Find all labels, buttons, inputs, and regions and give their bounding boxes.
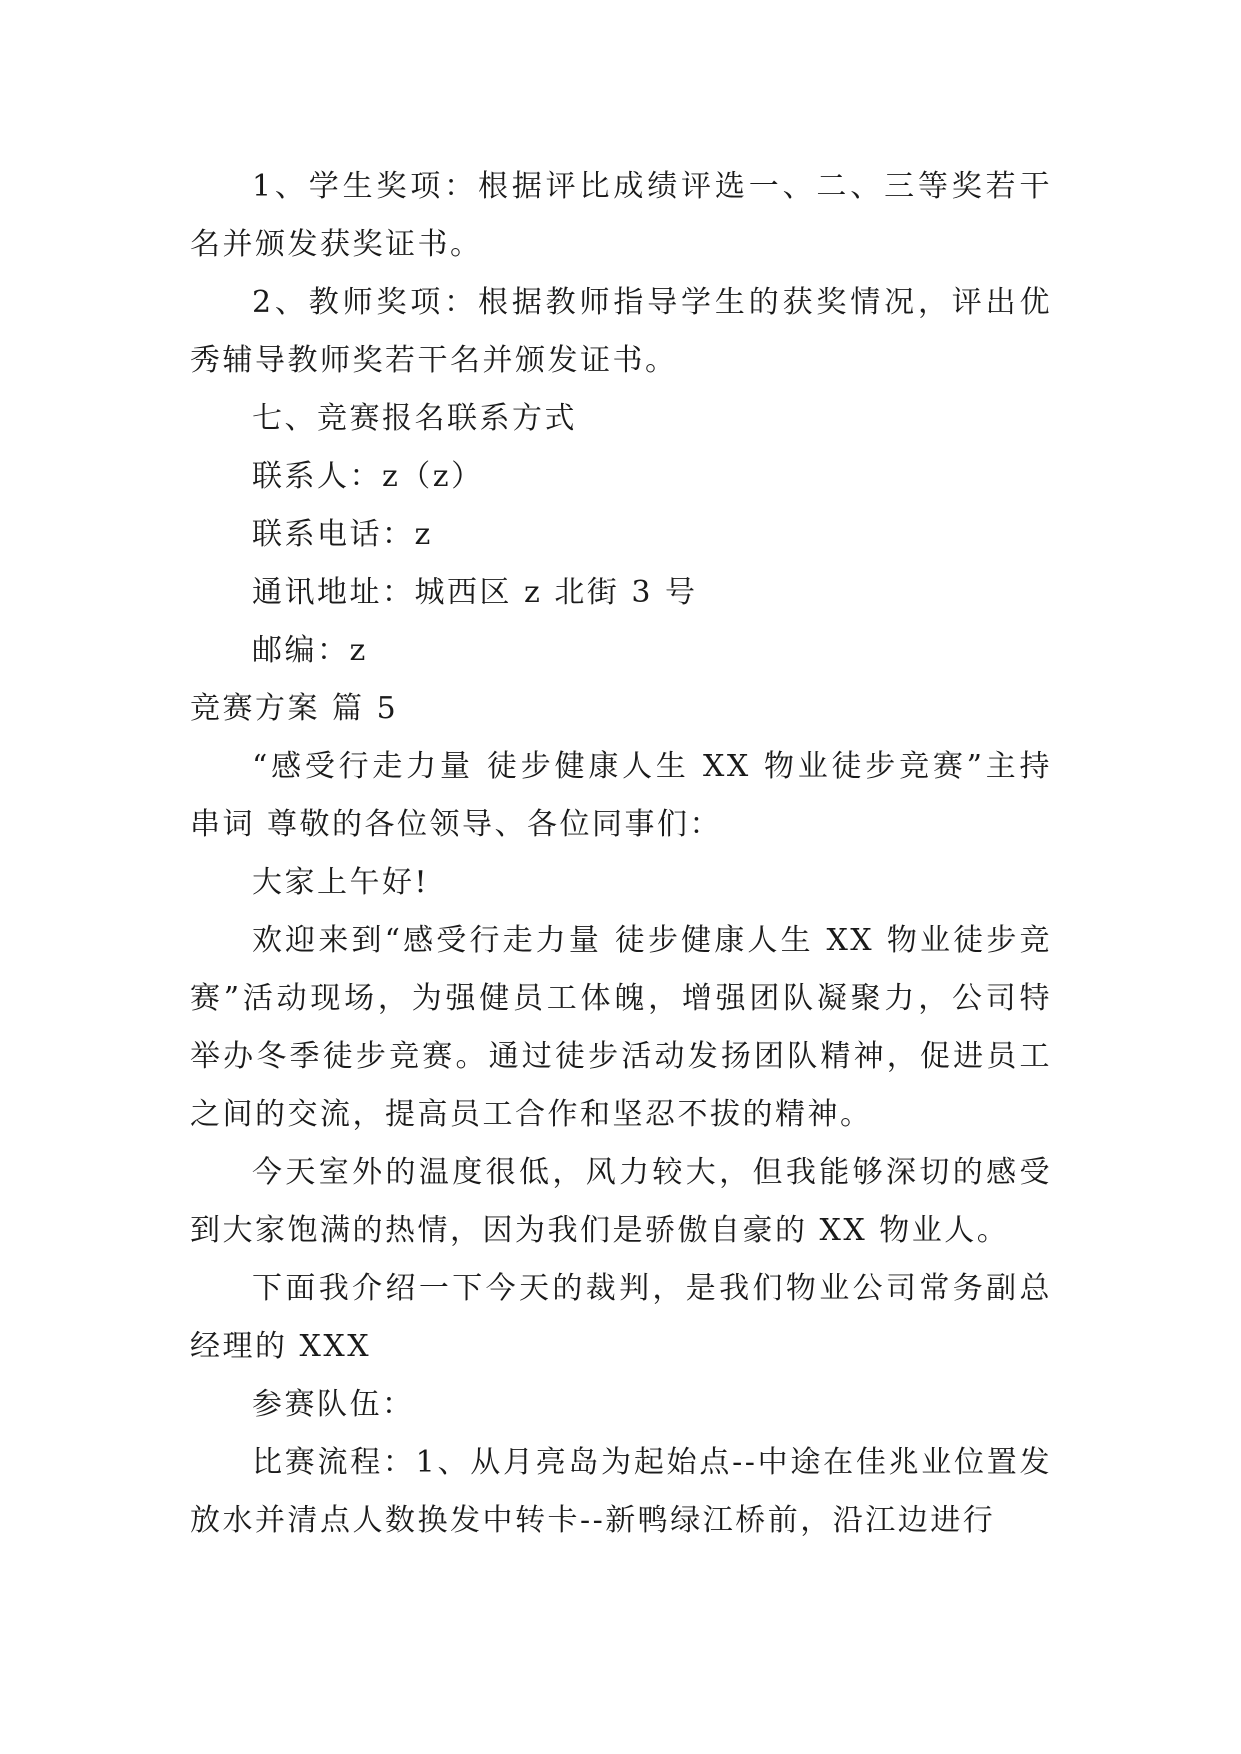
paragraph-host-script-title: “感受行走力量 徒步健康人生 XX 物业徒步竞赛”主持串词 尊敬的各位领导、各位同事们： [190, 749, 1052, 842]
paragraph-referee: 下面我介绍一下今天的裁判，是我们物业公司常务副总经理的 XXX [190, 1271, 1052, 1364]
contact-postcode: 邮编：z [252, 633, 368, 668]
paragraph-teacher-awards: 2、教师奖项：根据教师指导学生的获奖情况，评出优秀辅导教师奖若干名并颁发证书。 [190, 285, 1052, 378]
paragraph-teams: 参赛队伍： [252, 1387, 415, 1422]
contact-person: 联系人：z（z） [252, 459, 484, 494]
paragraph-greeting: 大家上午好! [252, 865, 430, 900]
contact-phone: 联系电话：z [252, 517, 433, 552]
document-body [190, 158, 1052, 1550]
paragraph-race-process: 比赛流程：1、从月亮岛为起始点--中途在佳兆业位置发放水并清点人数换发中转卡--新鸭绿江桥前，沿江边进行 [190, 1445, 1052, 1538]
section-title-plan-5: 竞赛方案 篇 5 [190, 691, 399, 726]
paragraph-weather: 今天室外的温度很低，风力较大，但我能够深切的感受到大家饱满的热情，因为我们是骄傲自豪的 XX 物业人。 [190, 1155, 1052, 1248]
paragraph-student-awards: 1、学生奖项：根据评比成绩评选一、二、三等奖若干名并颁发获奖证书。 [190, 169, 1052, 262]
contact-address: 通讯地址：城西区 z 北街 3 号 [252, 575, 698, 610]
paragraph-welcome: 欢迎来到“感受行走力量 徒步健康人生 XX 物业徒步竞赛”活动现场，为强健员工体魄，增强团队凝聚力，公司特举办冬季徒步竞赛。通过徒步活动发扬团队精神，促进员工之间的交流，提高员工合作和坚忍不拔的精神。 [190, 923, 1052, 1132]
section-heading-contact: 七、竞赛报名联系方式 [252, 401, 577, 436]
